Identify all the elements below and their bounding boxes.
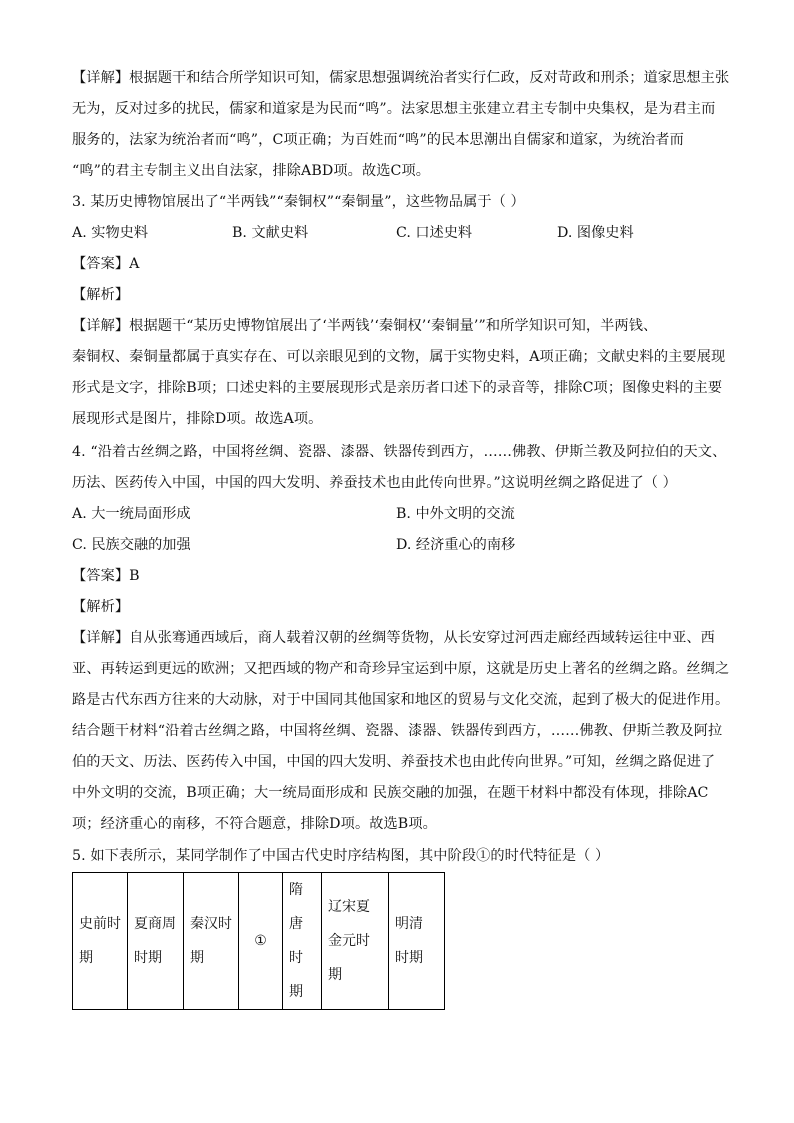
q4-answer: 【答案】B: [72, 568, 140, 584]
table-cell: 秦汉时期: [184, 873, 239, 1010]
q4-explain-line: 项；经济重心的南移，不符合题意，排除D项。故选B项。: [72, 816, 437, 832]
q3-analysis-tag: 【解析】: [72, 287, 130, 303]
q4-explain-line: 路是古代东西方往来的大动脉，对于中国同其他国家和地区的贸易与文化交流，起到了极大的促进作用。: [72, 692, 730, 708]
q4-explain-line: 伯的天文、历法、医药传入中国，中国的四大发明、养蚕技术也由此传向世界。”可知，丝绸之路促进了: [72, 754, 716, 770]
q3-option-d: D. 图像史料: [557, 225, 634, 241]
q2-explain-line: 无为，反对过多的扰民，儒家和道家是为民而“鸣”。法家思想主张建立君主专制中央集权，是为君主而: [72, 101, 716, 117]
q3-option-c: C. 口述史料: [396, 225, 473, 241]
table-cell: 隋唐时期: [283, 873, 322, 1010]
table-cell: 夏商周时期: [128, 873, 184, 1010]
q2-explain-line: 【详解】根据题干和结合所学知识可知，儒家思想强调统治者实行仁政，反对苛政和刑杀；道家思想主张: [72, 70, 730, 86]
era-timeline-table: [72, 872, 445, 1010]
q4-option-c: C. 民族交融的加强: [72, 537, 191, 553]
q3-option-a: A. 实物史料: [72, 225, 149, 241]
q4-explain-line: 中外文明的交流，B项正确；大一统局面形成和 民族交融的加强，在题干材料中都没有体现，排除AC: [72, 785, 709, 801]
q3-answer: 【答案】A: [72, 256, 140, 272]
table-cell: 辽宋夏金元时期: [322, 873, 389, 1010]
table-cell: 史前时期: [73, 873, 128, 1010]
q3-explain-line: 展现形式是图片，排除D项。故选A项。: [72, 411, 323, 427]
q3-explain-line: 形式是文字，排除B项；口述史料的主要展现形式是亲历者口述下的录音等，排除C项；图像史料的主要: [72, 380, 723, 396]
q4-option-b: B. 中外文明的交流: [396, 506, 515, 522]
q3-explain-line: 【详解】根据题干“某历史博物馆展出了‘半两钱’‘秦铜权’‘秦铜量’”和所学知识可知，半两钱、: [72, 318, 658, 334]
q2-explain-line: 服务的，法家为统治者而“鸣”，C项正确；为百姓而“鸣”的民本思潮出自儒家和道家，为统治者而: [72, 132, 684, 148]
q2-explain-line: “鸣”的君主专制主义出自法家，排除ABD项。故选C项。: [72, 163, 431, 179]
q3-stem: 3. 某历史博物馆展出了“半两钱”“秦铜权”“秦铜量”，这些物品属于（ ）: [72, 194, 525, 210]
q4-option-d: D. 经济重心的南移: [396, 537, 516, 553]
table-cell: 明清时期: [389, 873, 445, 1010]
q4-explain-line: 【详解】自从张骞通西域后，商人载着汉朝的丝绸等货物，从长安穿过河西走廊经西域转运往中亚、西: [72, 630, 715, 646]
q4-analysis-tag: 【解析】: [72, 599, 130, 615]
table-row: [73, 873, 445, 1010]
q3-explain-line: 秦铜权、秦铜量都属于真实存在、可以亲眼见到的文物，属于实物史料，A项正确；文献史料的主要展现: [72, 349, 726, 365]
table-cell: ①: [239, 873, 283, 1010]
q3-option-b: B. 文献史料: [232, 225, 309, 241]
q4-option-a: A. 大一统局面形成: [72, 506, 191, 522]
q5-stem: 5. 如下表所示，某同学制作了中国古代史时序结构图，其中阶段①的时代特征是（ ）: [72, 848, 610, 864]
q4-stem-line: 历法、医药传入中国，中国的四大发明、养蚕技术也由此传向世界。”这说明丝绸之路促进了（ ）: [72, 475, 677, 491]
q4-stem-line: 4. “沿着古丝绸之路，中国将丝绸、瓷器、漆器、铁器传到西方，……佛教、伊斯兰教及阿拉伯的天文、: [72, 444, 727, 460]
q4-explain-line: 结合题干材料“沿着古丝绸之路，中国将丝绸、瓷器、漆器、铁器传到西方，……佛教、伊斯兰教及阿拉: [72, 723, 723, 739]
q4-explain-line: 亚、再转运到更远的欧洲；又把西域的物产和奇珍异宝运到中原，这就是历史上著名的丝绸之路。丝绸之: [72, 661, 730, 677]
